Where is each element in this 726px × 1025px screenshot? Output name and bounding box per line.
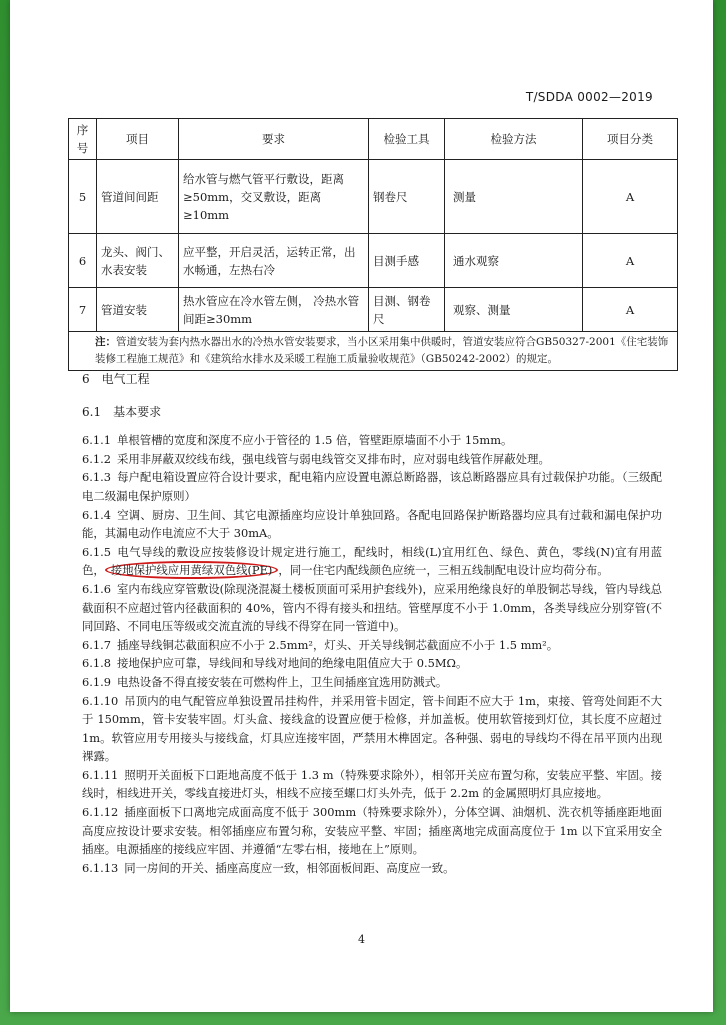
header-method: 检验方法 [445,119,583,160]
cell-requirement: 热水管应在冷水管左侧， 冷热水管间距≥30mm [179,288,369,332]
clause-number: 6.1.5 [82,544,111,559]
clause-text: 电热设备不得直接安装在可燃构件上，卫生间插座宜选用防溅式。 [116,674,448,689]
cell-class: A [583,234,678,288]
cell-tool: 目测手感 [369,234,445,288]
clause-text: 插座面板下口离地完成面高度不低于 300mm（特殊要求除外），分体空调、油烟机、洗衣机等插座距地面高度应按设计要求安装。相邻插座应布置匀称，安装应平整、牢固；插座离地完成面高度位于 1m 以下宜采用安全插座。电源插座的接线应牢固、并遵循“左零右相，接地在上”原则。 [82,805,662,857]
cell-item: 龙头、阀门、水表安装 [97,234,179,288]
header-no: 序号 [69,119,97,160]
clause-text: 接地保护应可靠，导线间和导线对地间的绝缘电阻值应大于 0.5MΩ。 [116,656,468,671]
cell-requirement: 应平整，开启灵活，运转正常，出水畅通，左热右冷 [179,234,369,288]
table-note-row [69,332,678,371]
clause-text-pre: 电气导线的敷设应按装修设计规定进行施工，配线时，相线(L)宜用红色、绿色、黄色，零线(N)宜有用蓝色， [82,544,662,578]
header-requirement: 要求 [179,119,369,160]
clause-number: 6.1.1 [82,433,111,448]
clause-text: 吊顶内的电气配管应单独设置吊挂构件，并采用管卡固定，管卡间距不应大于 1m，束接、管弯处间距不大于 150mm，管卡安装牢固。灯头盒、接线盒的设置应便于检修，并加盖板。使用软管接到灯位，其长度不应超过 1m。软管应用专用接头与接线盒，灯具应连接牢固，严禁用木榫固定。各种强、弱电的导线均不得在吊平顶内出现裸露。 [82,693,662,764]
clause-text: 采用非屏蔽双绞线布线，强电线管与弱电线管交叉排布时，应对弱电线管作屏蔽处理。 [116,451,550,466]
section-body [82,370,662,877]
clause-text: 空调、厨房、卫生间、其它电源插座均应设计单独回路。各配电回路保护断路器均应具有过载和漏电保护功能，其漏电动作电流应不大于 30mA。 [82,507,662,541]
clause-number: 6.1.9 [82,674,111,689]
header-item: 项目 [97,119,179,160]
note-label: 注： [95,336,116,348]
clause-number: 6.1.4 [82,507,111,522]
clause-6-1-1 [82,431,662,450]
clause-6-1-3 [82,468,662,505]
clause-number: 6.1.10 [82,693,119,708]
table-row [69,234,678,288]
clause-6-1-4 [82,506,662,543]
clause-text: 室内布线应穿管敷设(除现浇混凝土楼板顶面可采用护套线外)，应采用绝缘良好的单股铜芯导线，管内导线总截面积不应超过管内径截面积的 40%，管内不得有接头和扭结。管壁厚度不小于 1.0mm，各类导线应分别穿管(不同回路、不同电压等级或交流直流的导线不得穿在同一管道中)。 [82,581,662,634]
section-title: 6 电气工程 [82,372,150,386]
clause-text-post: ，同一住宅内配线颜色应统一，三相五线制配电设计应均荷分布。 [278,563,609,578]
clause-6-1-10 [82,692,662,766]
note-text: 管道安装为套内热水器出水的冷热水管安装要求，当小区采用集中供暖时，管道安装应符合GB50327-2001《住宅装饰装修工程施工规范》和《建筑给水排水及采暖工程施工质量验收规范》（GB50242-2002）的规定。 [95,336,669,365]
cell-no: 5 [69,160,97,234]
header-tool: 检验工具 [369,119,445,160]
clause-text: 同一房间的开关、插座高度应一致，相邻面板间距、高度应一致。 [124,860,455,875]
inspection-table [68,118,678,371]
clause-text: 照明开关面板下口距地高度不低于 1.3 m（特殊要求除外），相邻开关应布置匀称，安装应平整、牢固。接线时，相线进开关，零线直接进灯头，相线不应接至螺口灯头外壳，低于 2.2m 的金属照明灯具应接地。 [82,767,662,801]
clause-number: 6.1.6 [82,581,111,596]
clause-6-1-11 [82,766,662,803]
cell-tool: 目测、钢卷尺 [369,288,445,332]
clause-number: 6.1.13 [82,860,119,875]
cell-item: 管道间间距 [97,160,179,234]
document-page [10,0,713,1012]
clause-6-1-2 [82,450,662,469]
clause-6-1-8 [82,654,662,673]
header-class: 项目分类 [583,119,678,160]
cell-method: 测量 [445,160,583,234]
clause-number: 6.1.11 [82,767,119,782]
table-header-row [69,119,678,160]
cell-item: 管道安装 [97,288,179,332]
clause-number: 6.1.12 [82,805,119,820]
clause-6-1-12 [82,803,662,859]
subsection-title: 6.1 基本要求 [82,404,162,419]
cell-method: 通水观察 [445,234,583,288]
highlighted-annotation: 接地保护线应用黄绿双色线(PE) [105,561,279,579]
clause-text: 单根管槽的宽度和深度不应小于管径的 1.5 倍，管壁距原墙面不小于 15mm。 [116,433,513,448]
clause-text: 插座导线铜芯截面积应不小于 2.5mm²，灯头、开关导线铜芯截面应不小于 1.5 mm²。 [116,637,559,652]
cell-no: 7 [69,288,97,332]
clause-number: 6.1.3 [82,470,111,485]
clause-6-1-9 [82,673,662,692]
cell-class: A [583,288,678,332]
document-number: T/SDDA 0002—2019 [525,90,653,104]
clause-number: 6.1.7 [82,637,111,652]
table-row [69,288,678,332]
clause-6-1-5 [82,543,662,580]
cell-tool: 钢卷尺 [369,160,445,234]
cell-requirement: 给水管与燃气管平行敷设，距离≥50mm，交叉敷设，距离≥10mm [179,160,369,234]
clause-6-1-7 [82,636,662,655]
clause-6-1-6 [82,580,662,636]
clause-number: 6.1.8 [82,656,111,671]
clause-text: 每户配电箱设置应符合设计要求，配电箱内应设置电源总断路器，该总断路器应具有过载保护功能。（三级配电二级漏电保护原则） [82,470,662,503]
cell-method: 观察、测量 [445,288,583,332]
table-row [69,160,678,234]
clause-6-1-13 [82,859,662,878]
clause-number: 6.1.2 [82,451,111,466]
cell-class: A [583,160,678,234]
page-number: 4 [358,933,365,946]
cell-no: 6 [69,234,97,288]
